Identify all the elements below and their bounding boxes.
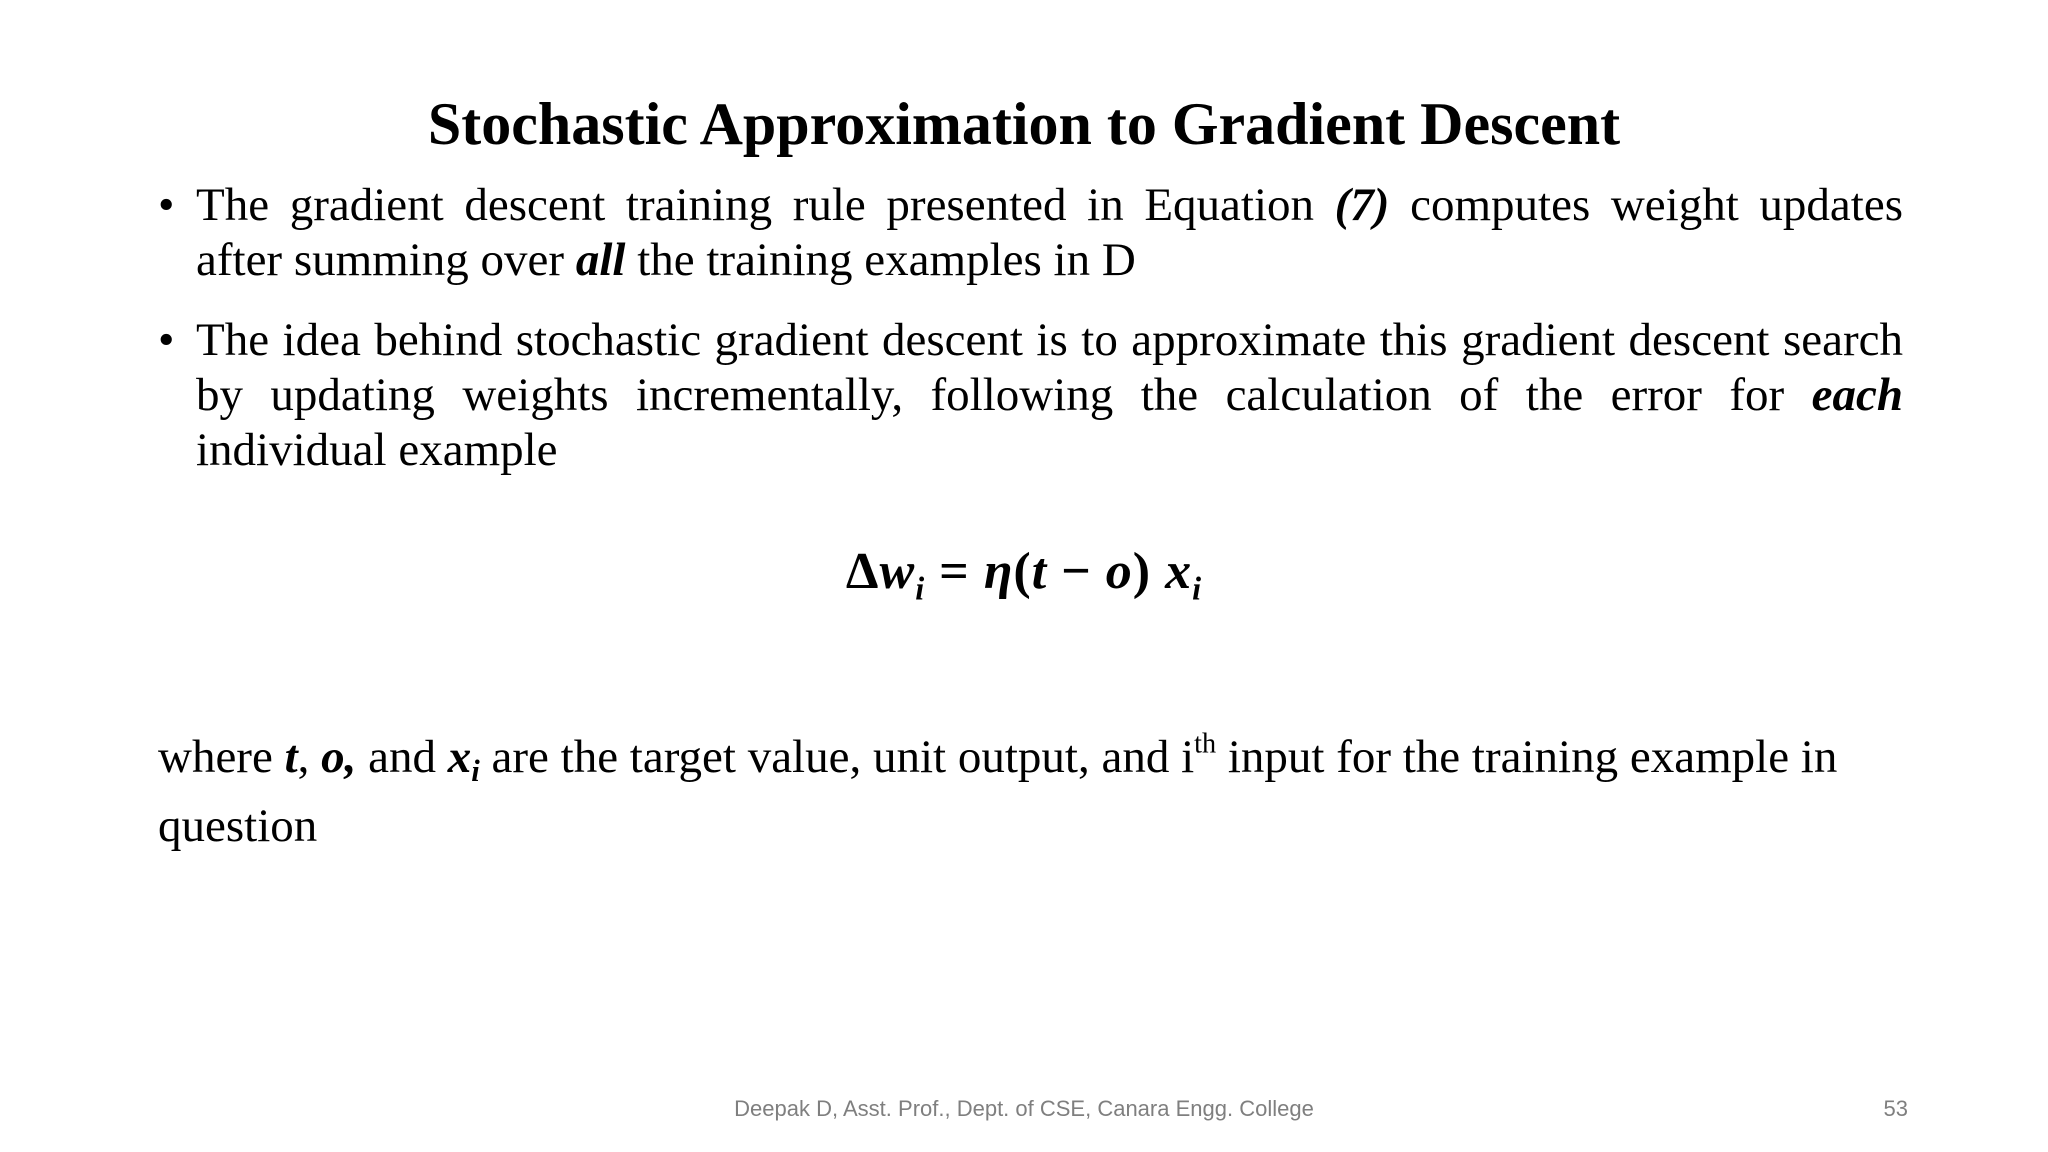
bullet-marker: •	[158, 314, 175, 366]
bullet-text: the training examples in D	[625, 234, 1136, 286]
bullet-text: The gradient descent training rule presented in Equation	[196, 179, 1335, 231]
variable-explanation	[158, 730, 1858, 854]
bullet-marker: •	[158, 179, 175, 231]
open-paren: (	[1013, 543, 1032, 600]
input-subscript: i	[1192, 570, 1203, 607]
eta-symbol: η	[983, 543, 1014, 600]
where-text: where	[158, 731, 285, 783]
x-subscript: i	[471, 754, 480, 789]
target-variable: t	[1031, 543, 1048, 600]
and-text: and	[356, 731, 448, 783]
page-number: 53	[1883, 1096, 1908, 1121]
equation-space	[1151, 543, 1165, 600]
slide-title: Stochastic Approximation to Gradient Descent	[427, 91, 1621, 157]
update-rule-equation	[0, 540, 2048, 620]
bullet-item	[158, 313, 1903, 478]
bullet-item	[158, 178, 1903, 288]
emphasis-all: all	[575, 234, 626, 286]
footer-credit: Deepak D, Asst. Prof., Dept. of CSE, Canara Engg. College	[734, 1096, 1314, 1121]
explanation-text-end: input for the training example in question	[158, 731, 1838, 853]
o-variable: o,	[321, 731, 357, 783]
explanation-text: are the target value, unit output, and i	[479, 731, 1195, 783]
th-superscript: th	[1194, 728, 1217, 760]
input-variable: x	[1165, 543, 1193, 600]
emphasis-each: each	[1811, 369, 1903, 421]
bullet-text: The idea behind stochastic gradient descent is to approximate this gradient descent search by updating weights incrementally, following the calculation of the error for	[196, 314, 1903, 421]
bullet-text: computes weight updates after summing over	[196, 179, 1903, 286]
delta-symbol: Δ	[845, 543, 880, 600]
weight-variable: w	[879, 543, 916, 600]
bullet-text: individual example	[196, 424, 558, 476]
weight-subscript: i	[915, 570, 926, 607]
comma-text: ,	[297, 731, 322, 783]
x-variable: x	[447, 731, 472, 783]
close-paren: )	[1132, 543, 1152, 600]
output-variable: o	[1105, 543, 1133, 600]
equation-reference: (7)	[1334, 179, 1390, 231]
minus-sign: −	[1047, 543, 1106, 600]
t-variable: t	[284, 731, 298, 783]
bullet-list	[158, 178, 1903, 503]
equals-sign: =	[925, 543, 984, 600]
